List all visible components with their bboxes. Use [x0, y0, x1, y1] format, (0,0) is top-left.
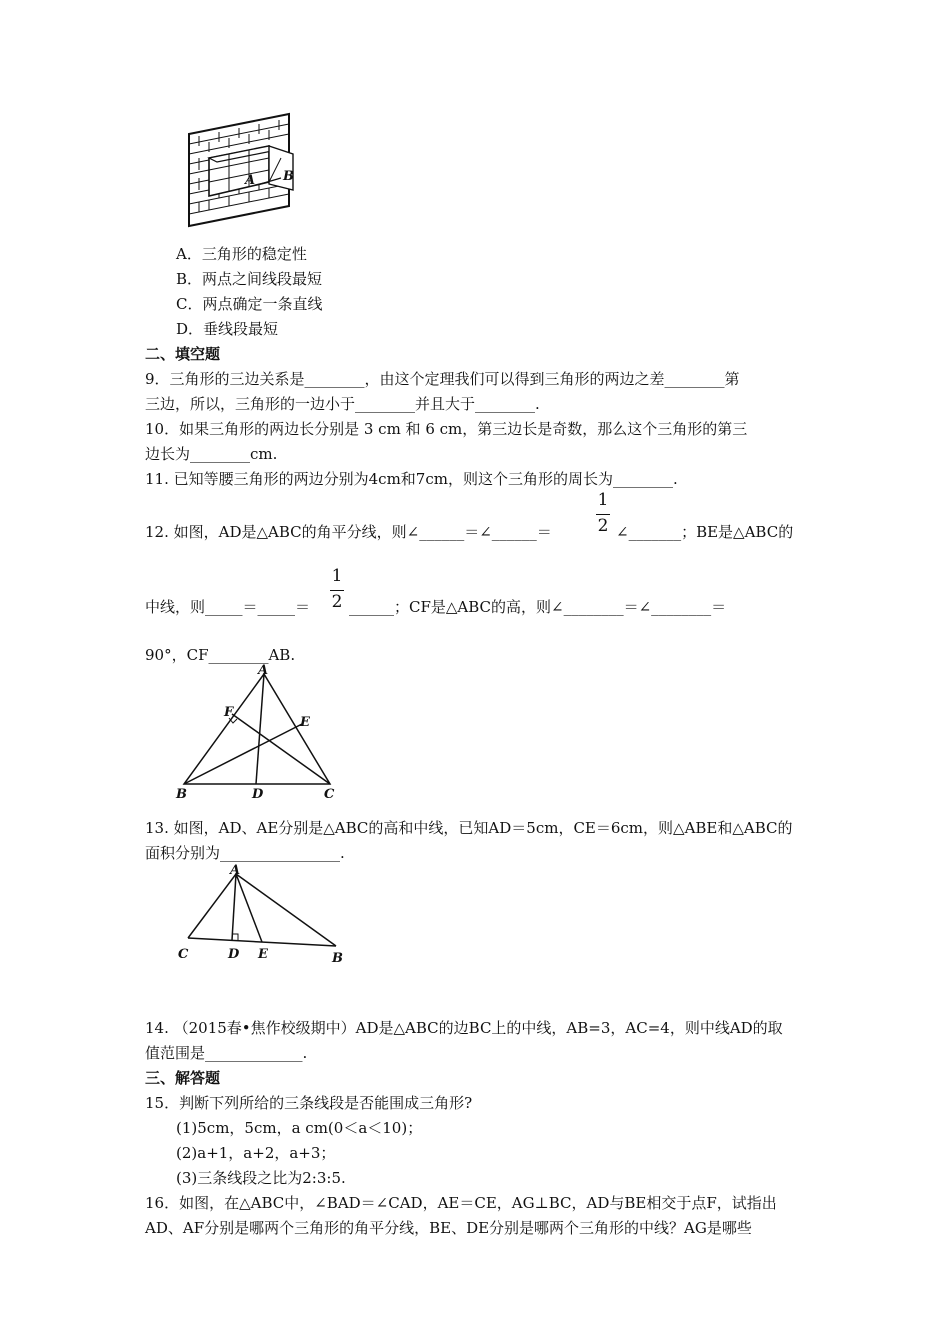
fig13-label-a: A [230, 863, 241, 878]
triangle-figure-q12 [170, 662, 340, 804]
fig12-label-e: E [300, 715, 310, 730]
q10-line2: 边长为________cm. [145, 445, 278, 463]
q15-title: 15．判断下列所给的三条线段是否能围成三角形? [145, 1094, 473, 1112]
triangle-figure-q13 [170, 862, 360, 966]
fig13-label-d: D [228, 947, 240, 962]
q14-line2: 值范围是_____________. [145, 1044, 308, 1062]
q9-line1: 9．三角形的三边关系是________，由这个定理我们可以得到三角形的两边之差________第 [145, 370, 740, 388]
option-a: A．三角形的稳定性 [176, 245, 307, 263]
fig12-label-a: A [258, 663, 269, 678]
fig8-label-b: B [283, 169, 294, 184]
q13-line2: 面积分别为________________. [145, 844, 345, 862]
q15-part2: (2)a+1，a+2，a+3； [176, 1144, 336, 1162]
option-c: C．两点确定一条直线 [176, 295, 323, 313]
q16-line1: 16．如图，在△ABC中，∠BAD＝∠CAD，AE＝CE，AG⊥BC，AD与BE相交于点F，试指出 [145, 1194, 777, 1212]
fig12-label-b: B [176, 787, 187, 802]
q10-line1: 10．如果三角形的两边长分别是 3 cm 和 6 cm，第三边长是奇数，那么这个三角形的第三 [145, 420, 748, 438]
q12-line1-b: ∠_______；BE是△ABC的 [616, 523, 794, 541]
fig13-label-b: B [332, 951, 343, 966]
q12-frac1-numerator: 1 [597, 490, 609, 510]
q12-frac2-numerator: 1 [331, 566, 343, 586]
q12-frac2-bar [330, 590, 344, 591]
section-answer-heading: 三、解答题 [145, 1069, 221, 1087]
q12-line3: 90°，CF________AB. [145, 646, 296, 664]
q12-line2-a: 中线，则_____＝_____＝ [145, 598, 311, 616]
q12-line1-a: 12. 如图，AD是△ABC的角平分线，则∠______＝∠______＝ [145, 523, 552, 541]
q12-frac1-denominator: 2 [597, 516, 609, 536]
fig12-label-d: D [252, 787, 264, 802]
q16-line2: AD、AF分别是哪两个三角形的角平分线，BE、DE分别是哪两个三角形的中线？AG是哪些 [145, 1219, 752, 1237]
section-fill-blank-heading: 二、填空题 [145, 345, 221, 363]
q9-line2: 三边，所以，三角形的一边小于________并且大于________. [145, 395, 540, 413]
q15-part3: (3)三条线段之比为2:3:5. [176, 1169, 346, 1187]
wall-shelf-figure [185, 112, 305, 230]
fig13-label-c: C [178, 947, 189, 962]
q11: 11. 已知等腰三角形的两边分别为4cm和7cm，则这个三角形的周长为________. [145, 470, 678, 488]
fig13-label-e: E [258, 947, 268, 962]
q14-line1: 14. （2015春•焦作校级期中）AD是△ABC的边BC上的中线，AB=3，AC=4，则中线AD的取 [145, 1019, 783, 1037]
q12-frac1-bar [596, 514, 610, 515]
fig8-label-a: A [245, 173, 256, 188]
fig12-label-c: C [324, 787, 335, 802]
option-d: D．垂线段最短 [176, 320, 279, 338]
option-b: B．两点之间线段最短 [176, 270, 323, 288]
q12-line2-b: ______；CF是△ABC的高，则∠________＝∠________＝ [349, 598, 727, 616]
fig12-label-f: F [224, 705, 234, 720]
q15-part1: (1)5cm，5cm，a cm(0＜a＜10)； [176, 1119, 423, 1137]
q13-line1: 13. 如图，AD、AE分别是△ABC的高和中线，已知AD＝5cm，CE＝6cm，则△ABE和△ABC的 [145, 819, 793, 837]
q12-frac2-denominator: 2 [331, 592, 343, 612]
